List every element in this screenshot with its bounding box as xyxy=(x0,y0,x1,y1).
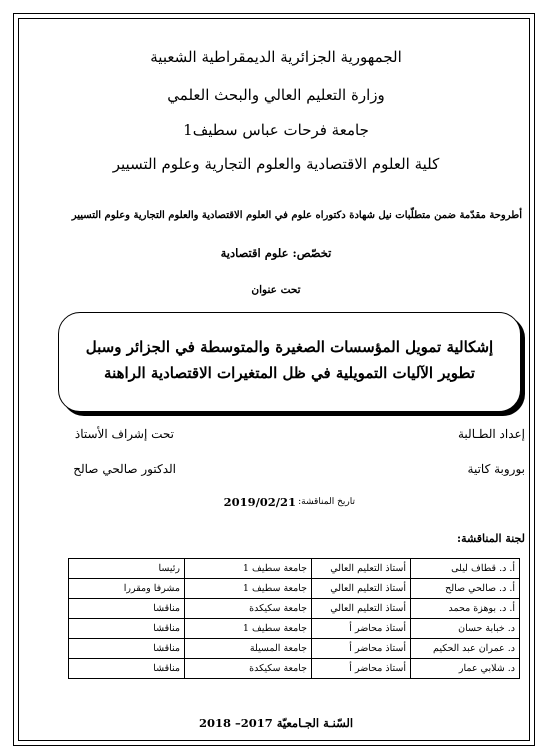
member-institution: جامعة المسيلة xyxy=(185,639,312,659)
specialty-line: تخصّص: علوم اقتصادية xyxy=(220,246,332,260)
member-institution: جامعة سطيف 1 xyxy=(185,619,312,639)
member-name: أ. د. قطاف ليلى xyxy=(411,559,520,579)
member-rank: أستاذ التعليم العالي xyxy=(312,579,411,599)
member-role: مناقشا xyxy=(69,639,185,659)
ministry-heading: وزارة التعليم العالي والبحث العلمي xyxy=(167,86,385,104)
student-name: بوروبة كاتية xyxy=(467,462,525,476)
member-rank: أستاذ محاضر أ xyxy=(312,619,411,639)
member-name: د. خبابة حسان xyxy=(411,619,520,639)
member-name: أ. د. بوهزة محمد xyxy=(411,599,520,619)
member-rank: أستاذ محاضر أ xyxy=(312,659,411,679)
table-row xyxy=(69,559,520,579)
member-rank: أستاذ محاضر أ xyxy=(312,639,411,659)
table-row xyxy=(69,579,520,599)
defense-date-value: 2019/02/21 xyxy=(223,495,296,509)
member-institution: جامعة سكيكدة xyxy=(185,659,312,679)
member-role: مشرفا ومقررا xyxy=(69,579,185,599)
supervisor-label: تحت إشراف الأستاذ xyxy=(74,427,174,441)
member-institution: جامعة سكيكدة xyxy=(185,599,312,619)
title-frame xyxy=(58,312,521,412)
republic-heading: الجمهورية الجزائرية الديمقراطية الشعبية xyxy=(150,48,402,66)
table-row xyxy=(69,619,520,639)
member-name: أ. د. صالحي صالح xyxy=(411,579,520,599)
member-name: د. عمران عبد الحكيم xyxy=(411,639,520,659)
table-row xyxy=(69,599,520,619)
table-row xyxy=(69,639,520,659)
member-name: د. شلابي عمار xyxy=(411,659,520,679)
academic-year: السّنـة الجـامعيّة 2017– 2018 xyxy=(198,716,354,730)
committee-table xyxy=(68,558,520,679)
member-role: مناقشا xyxy=(69,619,185,639)
university-heading: جامعة فرحات عباس سطيف1 xyxy=(183,121,369,139)
defense-date-label: تاريخ المناقشة: xyxy=(298,497,355,507)
under-title-label: تحت عنوان xyxy=(251,284,301,296)
member-role: مناقشا xyxy=(69,599,185,619)
prepared-by-label: إعداد الطـالبة xyxy=(457,427,525,441)
member-role: مناقشا xyxy=(69,659,185,679)
member-rank: أستاذ التعليم العالي xyxy=(312,599,411,619)
thesis-title-line2: تطوير الآليات التمويلية في ظل المتغيرات الاقتصادية الراهنة xyxy=(104,364,475,382)
table-row xyxy=(69,659,520,679)
member-role: رئيسا xyxy=(69,559,185,579)
supervisor-name: الدكتور صالحي صالح xyxy=(73,462,176,476)
faculty-heading: كلية العلوم الاقتصادية والعلوم التجارية وعلوم التسيير xyxy=(112,155,440,173)
member-institution: جامعة سطيف 1 xyxy=(185,559,312,579)
member-institution: جامعة سطيف 1 xyxy=(185,579,312,599)
member-rank: أستاذ التعليم العالي xyxy=(312,559,411,579)
thesis-title-line1: إشكالية تمويل المؤسسات الصغيرة والمتوسطة في الجزائر وسبل xyxy=(85,338,494,356)
committee-label: لجنة المناقشة: xyxy=(457,532,525,545)
submission-statement: أطروحة مقدّمة ضمن متطلّبات نيل شهادة دكتوراه علوم في العلوم الاقتصادية والعلوم التجارية وعلوم التسيير xyxy=(71,210,522,221)
